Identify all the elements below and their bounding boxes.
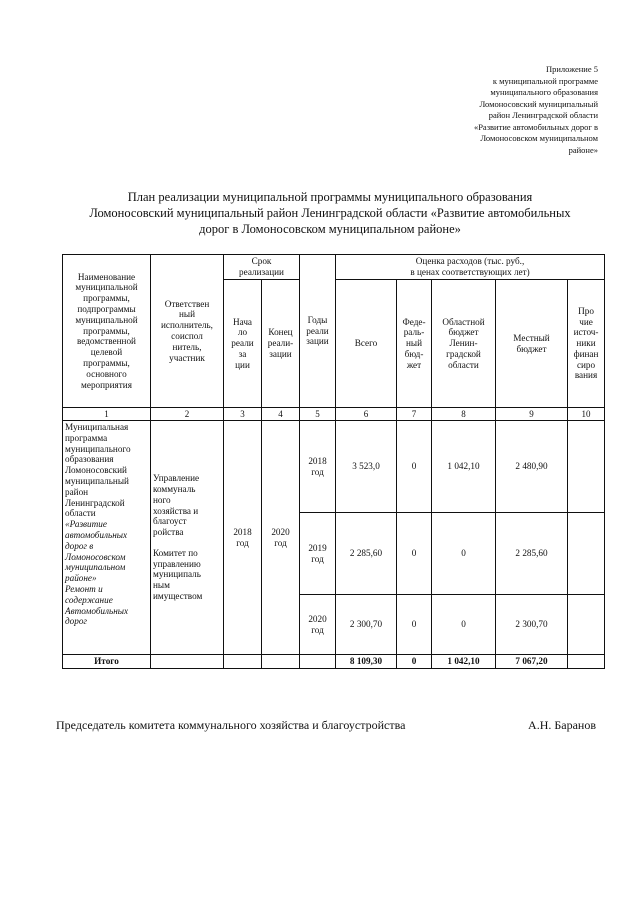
- appendix-line: Ломоносовский муниципальный: [479, 98, 598, 109]
- year-cell: 2018 год: [300, 421, 336, 513]
- empty-cell: [224, 655, 262, 669]
- empty-cell: [300, 655, 336, 669]
- empty-cell: [568, 655, 605, 669]
- signature-title: Председатель комитета коммунального хозяйства и благоустройства: [56, 718, 406, 732]
- total-cell: 2 300,70: [336, 595, 397, 655]
- regional-cell: 0: [432, 595, 496, 655]
- totals-federal: 0: [397, 655, 432, 669]
- total-cell: 3 523,0: [336, 421, 397, 513]
- header-total: Всего: [336, 280, 397, 408]
- totals-local: 7 067,20: [496, 655, 568, 669]
- column-number: 4: [262, 408, 300, 421]
- column-number: 6: [336, 408, 397, 421]
- plan-table: [62, 254, 605, 669]
- appendix-note: [418, 64, 598, 156]
- header-start: Нача ло реали за ции: [224, 280, 262, 408]
- federal-cell: 0: [397, 513, 432, 595]
- local-cell: 2 480,90: [496, 421, 568, 513]
- totals-row: [63, 655, 605, 669]
- header-end: Конец реали- зации: [262, 280, 300, 408]
- year-cell: 2019 год: [300, 513, 336, 595]
- column-number: 9: [496, 408, 568, 421]
- header-other: Про чие источ- ники финан сиро вания: [568, 280, 605, 408]
- column-number: 1: [63, 408, 151, 421]
- totals-total: 8 109,30: [336, 655, 397, 669]
- header-period: Срок реализации: [224, 255, 300, 280]
- appendix-line: район Ленинградской области: [488, 110, 598, 120]
- appendix-line: «Развитие автомобильных дорог в: [473, 121, 598, 132]
- empty-cell: [151, 655, 224, 669]
- header-name: Наименование муниципальной программы, подпрограммы муниципальной программы, ведомственной целевой программы, основного мероприятия: [63, 255, 151, 408]
- empty-cell: [262, 655, 300, 669]
- appendix-line: к муниципальной программе: [492, 75, 598, 86]
- appendix-line: Ломоносовском муниципальном: [480, 133, 598, 143]
- column-number: 5: [300, 408, 336, 421]
- appendix-line: Приложение 5: [546, 64, 598, 74]
- header-years: Годы реали зации: [300, 255, 336, 408]
- other-cell: [568, 513, 605, 595]
- regional-cell: 1 042,10: [432, 421, 496, 513]
- start-year-cell: 2018 год: [224, 421, 262, 655]
- total-cell: 2 285,60: [336, 513, 397, 595]
- title-line: Ломоносовский муниципальный район Ленинградской области «Развитие автомобильных: [89, 206, 571, 220]
- column-number: 2: [151, 408, 224, 421]
- regional-cell: 0: [432, 513, 496, 595]
- local-cell: 2 285,60: [496, 513, 568, 595]
- header-row: [63, 255, 605, 280]
- appendix-line: муниципального образования: [490, 87, 598, 97]
- column-number: 10: [568, 408, 605, 421]
- appendix-line: районе»: [568, 144, 598, 155]
- totals-label: Итого: [63, 655, 151, 669]
- responsible-cell: Управление коммуналь ного хозяйства и благоуст ройства Комитет по управлению муниципаль ным имуществом: [151, 421, 224, 655]
- document-title: [60, 189, 600, 237]
- title-line: дорог в Ломоносовском муниципальном районе»: [199, 222, 461, 236]
- local-cell: 2 300,70: [496, 595, 568, 655]
- column-number-row: [63, 408, 605, 421]
- title-line: План реализации муниципальной программы муниципального образования: [127, 190, 533, 204]
- column-number: 8: [432, 408, 496, 421]
- column-number: 3: [224, 408, 262, 421]
- other-cell: [568, 595, 605, 655]
- header-local: Местный бюджет: [496, 280, 568, 408]
- table-row: [63, 421, 605, 513]
- header-regional: Областной бюджет Ленин- градской области: [432, 280, 496, 408]
- column-number: 7: [397, 408, 432, 421]
- end-year-cell: 2020 год: [262, 421, 300, 655]
- header-costs: Оценка расходов (тыс. руб., в ценах соответствующих лет): [336, 255, 605, 280]
- other-cell: [568, 421, 605, 513]
- program-name-cell: Муниципальная программа муниципального образования Ломоносовский муниципальный район Ленинградской области «Развитие автомобильных дорог в Ломоносовском муниципальном районе» Ремонт и содержание Автомобильных дорог: [63, 421, 151, 655]
- year-cell: 2020 год: [300, 595, 336, 655]
- header-responsible: Ответствен ный исполнитель, соиспол нитель, участник: [151, 255, 224, 408]
- federal-cell: 0: [397, 595, 432, 655]
- federal-cell: 0: [397, 421, 432, 513]
- header-federal: Феде- раль- ный бюд- жет: [397, 280, 432, 408]
- signature-name: А.Н. Баранов: [528, 718, 596, 732]
- totals-regional: 1 042,10: [432, 655, 496, 669]
